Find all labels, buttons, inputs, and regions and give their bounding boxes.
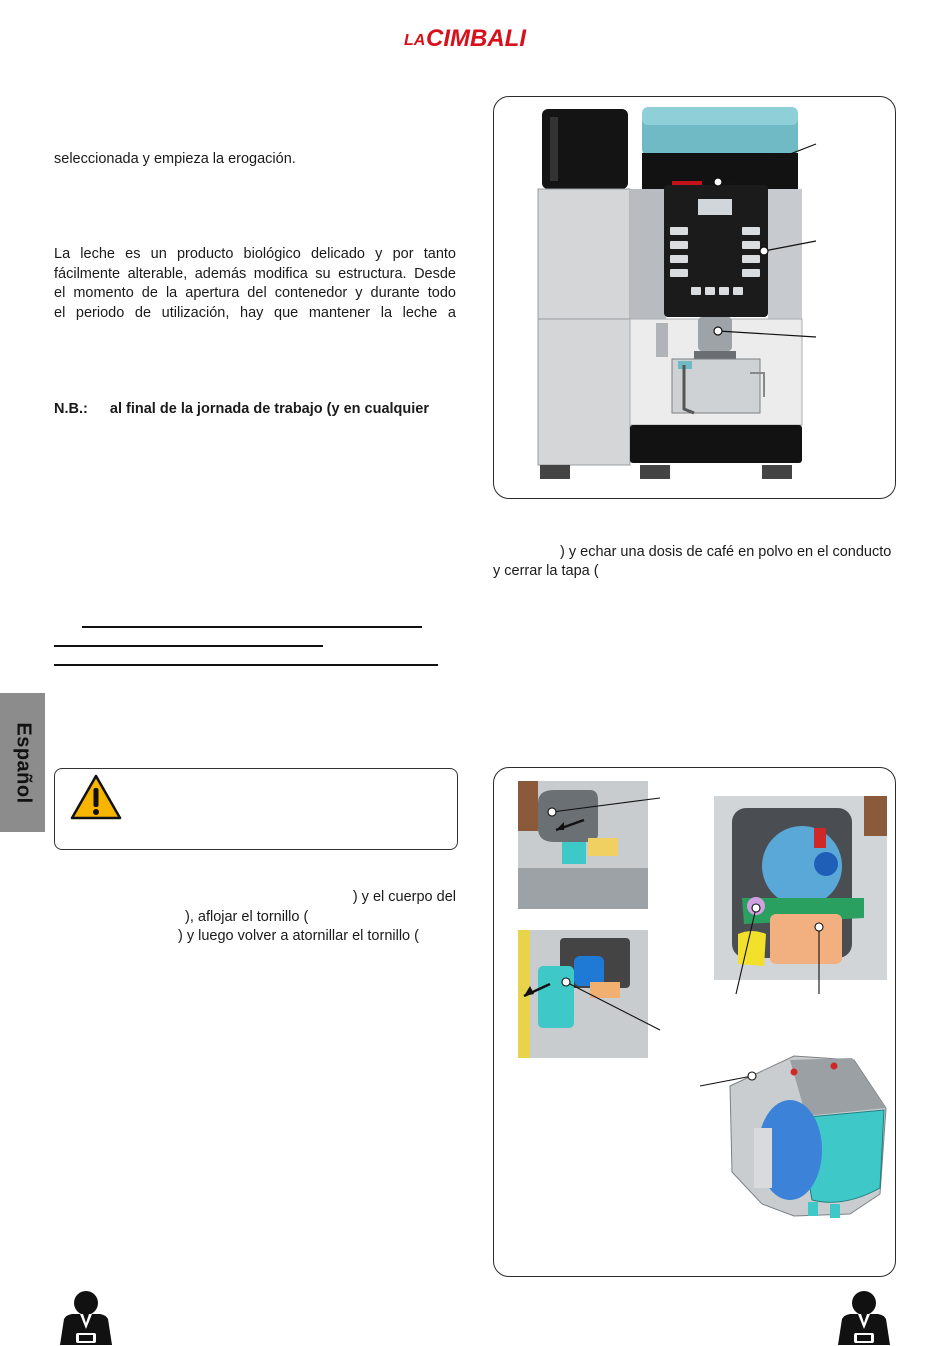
nb-label: N.B.: [54, 401, 88, 417]
milk-paragraph [54, 245, 456, 323]
right-line-2: y cerrar la tapa ( [493, 563, 599, 579]
nb-note [54, 400, 458, 420]
warning-box [54, 768, 458, 850]
brew-unit-illustration [494, 768, 895, 1276]
detail-image-d [700, 1056, 886, 1218]
figure-details-frame [493, 767, 896, 1277]
language-tab [0, 693, 45, 832]
milk-line-2: fácilmente alterable, además modifica su estructura. Desde [54, 265, 456, 282]
nb-text: al final de la jornada de trabajo (y en cualquier [109, 401, 429, 417]
underline-1 [82, 626, 422, 628]
detail-image-a [518, 781, 660, 909]
warning-icon [69, 773, 123, 821]
svg-text:CIMBALI: CIMBALI [426, 25, 526, 52]
milk-line-4: el periodo de utilización, hay que mantener la leche a [54, 304, 456, 321]
barista-icon [56, 1289, 116, 1345]
language-tab-label: Español [12, 721, 34, 804]
body-line-3: ) y luego volver a atornillar el tornillo ( [178, 928, 419, 944]
body-line-1: ) y el cuerpo del [352, 889, 456, 905]
figure-machine-frame [493, 96, 896, 499]
line-erogacion: seleccionada y empieza la erogación. [54, 151, 296, 167]
coffee-machine-illustration [494, 97, 895, 498]
barista-icon [834, 1289, 894, 1345]
detail-image-c [714, 796, 887, 994]
brand-logo [0, 18, 950, 59]
lacimbali-logo [400, 18, 550, 54]
underline-3 [54, 664, 438, 666]
svg-text:LA: LA [404, 32, 426, 49]
body-line-2: ), aflojar el tornillo ( [185, 909, 309, 925]
detail-image-b [518, 930, 660, 1058]
underline-2 [54, 645, 323, 647]
milk-line-1: La leche es un producto biológico delicado y por tanto [54, 246, 456, 262]
right-line-1: ) y echar una dosis de café en polvo en el conducto [560, 544, 892, 560]
milk-line-3: el momento de la apertura del contenedor y durante todo [54, 285, 456, 301]
